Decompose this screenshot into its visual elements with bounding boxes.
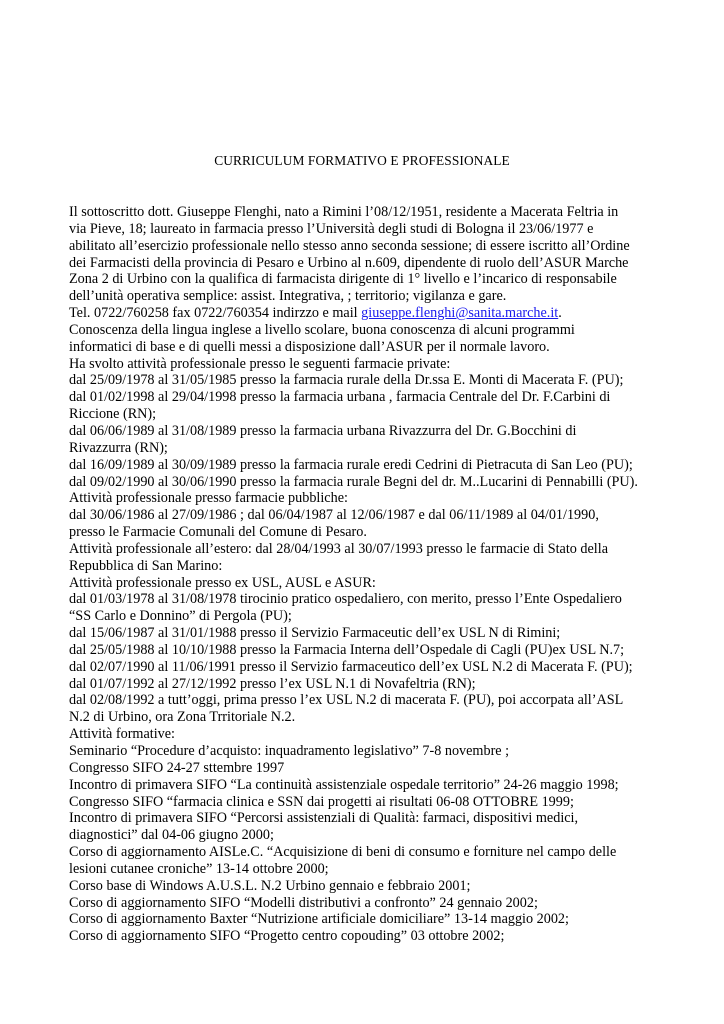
text-line: dal 09/02/1990 al 30/06/1990 presso la farmacia rurale Begni del dr. M..Lucarini di Pennabilli (PU).: [69, 473, 638, 490]
text-line: dal 06/06/1989 al 31/08/1989 presso la farmacia urbana Rivazzurra del Dr. G.Bocchini di: [69, 422, 577, 439]
text-line: Corso di aggiornamento SIFO “Progetto centro copouding” 03 ottobre 2002;: [69, 928, 505, 945]
text-line: Congresso SIFO 24-27 sttembre 1997: [69, 759, 285, 776]
text-line: Rivazzurra (RN);: [69, 439, 168, 456]
contact-prefix: Tel. 0722/760258 fax 0722/760354 indirzzo e mail: [69, 305, 362, 322]
text-line: Congresso SIFO “farmacia clinica e SSN dai progetti ai risultati 06-08 OTTOBRE 1999;: [69, 793, 574, 810]
text-line: “SS Carlo e Donnino” di Pergola (PU);: [69, 608, 292, 625]
text-line: Incontro di primavera SIFO “La continuità assistenziale ospedale territorio” 24-26 maggio 1998;: [69, 776, 619, 793]
text-line: dei Farmacisti della provincia di Pesaro e Urbino al n.609, dipendente di ruolo dell’ASUR Marche: [69, 254, 629, 271]
text-line: dal 02/08/1992 a tutt’oggi, prima presso l’ex USL N.2 di macerata F. (PU), poi accorpata all’ASL: [69, 692, 624, 709]
text-line: Corso di aggiornamento Baxter “Nutrizione artificiale domiciliare” 13-14 maggio 2002;: [69, 911, 569, 928]
contact-line: [69, 305, 669, 322]
text-line: Attività professionale presso farmacie pubbliche:: [69, 490, 348, 507]
text-line: diagnostici” dal 04-06 giugno 2000;: [69, 827, 274, 844]
text-line: Riccione (RN);: [69, 406, 157, 423]
intro-paragraph: [69, 204, 669, 305]
text-line: Incontro di primavera SIFO “Percorsi assistenziali di Qualità: farmaci, dispositivi medici,: [69, 810, 579, 827]
text-line: dal 01/02/1998 al 29/04/1998 presso la farmacia urbana , farmacia Centrale del Dr. F.Carbini di: [69, 389, 611, 406]
text-line: presso le Farmacie Comunali del Comune di Pesaro.: [69, 524, 367, 541]
text-line: lesioni cutanee croniche” 13-14 ottobre 2000;: [69, 860, 329, 877]
text-line: dal 25/05/1988 al 10/10/1988 presso la Farmacia Interna dell’Ospedale di Cagli (PU)ex USL N.7;: [69, 641, 625, 658]
cv-entries: [69, 322, 669, 945]
text-line: Corso di aggiornamento SIFO “Modelli distributivi a confronto” 24 gennaio 2002;: [69, 894, 538, 911]
text-line: Seminario “Procedure d’acquisto: inquadramento legislativo” 7-8 novembre ;: [69, 743, 510, 759]
contact-suffix: .: [558, 305, 562, 322]
text-line: dal 01/03/1978 al 31/08/1978 tirocinio pratico ospedaliero, con merito, presso l’Ente Ospedaliero: [69, 591, 622, 608]
text-line: abilitato all’esercizio professionale nello stesso anno seconda sessione; di essere iscritto all’Ordine: [69, 237, 630, 254]
email-link[interactable]: giuseppe.flenghi@sanita.marche.it: [361, 305, 559, 322]
document-body: [69, 204, 669, 945]
text-line: Zona 2 di Urbino con la qualifica di farmacista dirigente di 1° livello e l’incarico di responsabile: [69, 271, 617, 288]
text-line: via Pieve, 18; laureato in farmacia presso l’Università degli studi di Bologna il 23/06/1977 e: [69, 220, 594, 237]
text-line: dal 01/07/1992 al 27/12/1992 presso l’ex USL N.1 di Novafeltria (RN);: [69, 675, 476, 692]
text-line: dal 16/09/1989 al 30/09/1989 presso la farmacia rurale eredi Cedrini di Pietracuta di San Leo (PU);: [69, 456, 633, 473]
text-line: Attività professionale all’estero: dal 28/04/1993 al 30/07/1993 presso le farmacie di Stato della: [69, 540, 608, 557]
document-title: CURRICULUM FORMATIVO E PROFESSIONALE: [214, 153, 510, 168]
text-line: informatici di base e di quelli messi a disposizione dall’ASUR per il normale lavoro.: [69, 338, 550, 355]
text-line: dal 25/09/1978 al 31/05/1985 presso la farmacia rurale della Dr.ssa E. Monti di Macerata F. (PU);: [69, 372, 624, 389]
text-line: Ha svolto attività professionale presso le seguenti farmacie private:: [69, 355, 451, 372]
text-line: dal 15/06/1987 al 31/01/1988 presso il Servizio Farmaceutic dell’ex USL N di Rimini;: [69, 625, 561, 642]
text-line: Attività formative:: [69, 726, 175, 743]
text-line: dell’unità operativa semplice: assist. Integrativa, ; territorio; vigilanza e gare.: [69, 288, 507, 305]
text-line: Conoscenza della lingua inglese a livello scolare, buona conoscenza di alcuni programmi: [69, 321, 575, 338]
text-line: Attività professionale presso ex USL, AUSL e ASUR:: [69, 574, 376, 591]
text-line: Corso di aggiornamento AISLe.C. “Acquisizione di beni di consumo e forniture nel campo delle: [69, 844, 617, 861]
text-line: dal 30/06/1986 al 27/09/1986 ; dal 06/04/1987 al 12/06/1987 e dal 06/11/1989 al 04/01/1990,: [69, 507, 599, 524]
text-line: Repubblica di San Marino:: [69, 557, 223, 574]
text-line: dal 02/07/1990 al 11/06/1991 presso il Servizio farmaceutico dell’ex USL N.2 di Macerata F. (PU);: [69, 658, 633, 675]
text-line: N.2 di Urbino, ora Zona Trritoriale N.2.: [69, 709, 296, 726]
text-line: Corso base di Windows A.U.S.L. N.2 Urbino gennaio e febbraio 2001;: [69, 877, 471, 894]
text-line: Il sottoscritto dott. Giuseppe Flenghi, nato a Rimini l’08/12/1951, residente a Macerata Feltria in: [69, 204, 619, 220]
